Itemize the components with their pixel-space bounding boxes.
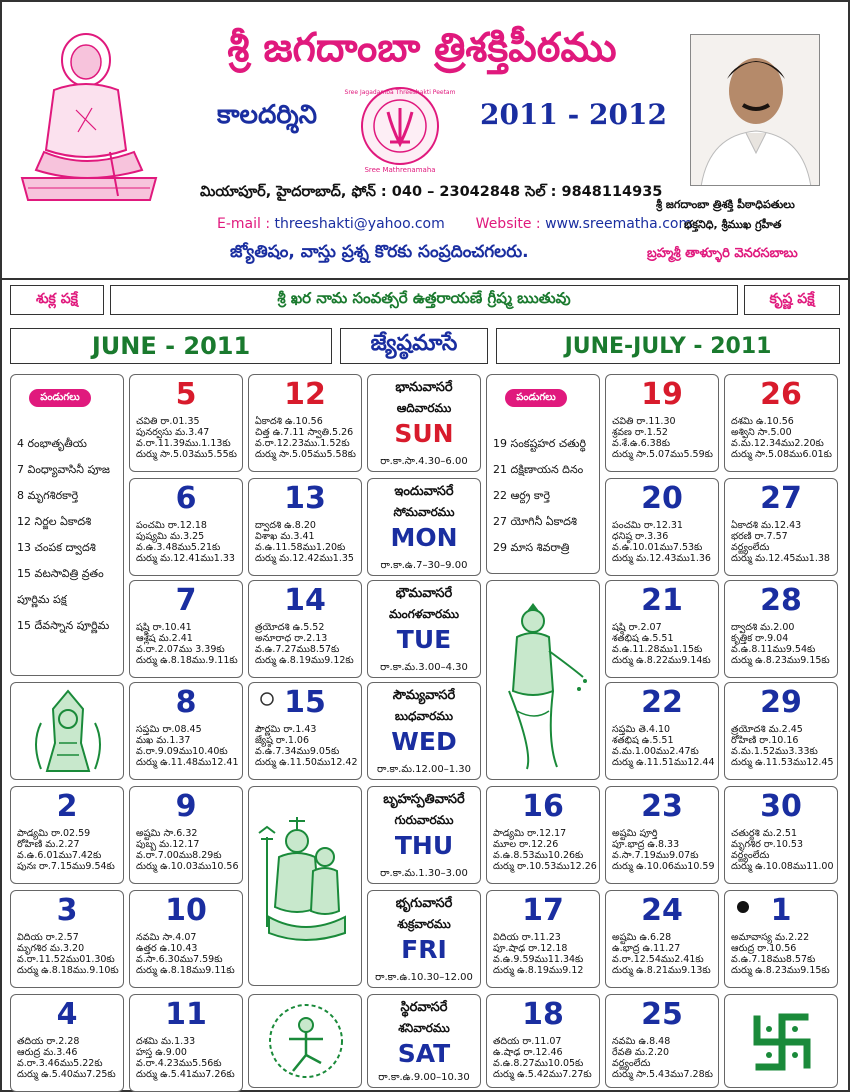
- website-url[interactable]: www.sreematha.com: [545, 216, 693, 232]
- date-number: 21: [641, 583, 683, 618]
- day-friday: [367, 890, 481, 988]
- header: [2, 2, 848, 280]
- rahukalam: రా.కా.ఉ.9.00–10.30: [378, 1072, 470, 1083]
- festival-item: 19 సంకష్టహర చతుర్థి: [493, 437, 587, 450]
- durmuhurtham-line: దుర్ము ఉ.11.51ము12.44: [612, 757, 715, 768]
- varjyam-line: వ.ఉ.7.18ము8.57కు: [731, 954, 816, 965]
- tithi-line: త్రయోదశి మ.2.45: [731, 724, 803, 735]
- date-number: 22: [641, 685, 683, 720]
- festival-heading: పండుగలు: [29, 389, 91, 407]
- durmuhurtham-line: దుర్ము ఉ.10.06ము10.59: [612, 861, 715, 872]
- varjyam-line: వర్జ్యంలేదు: [731, 850, 770, 861]
- nataraja-illustration: [248, 994, 362, 1088]
- durmuhurtham-line: దుర్ము ఉ.10.03ము10.56: [136, 861, 239, 872]
- durmuhurtham-line: దుర్ము ఉ.8.22ము9.14కు: [612, 655, 711, 666]
- durmuhurtham-line: దుర్ము ఉ.10.08ము11.00: [731, 861, 834, 872]
- tithi-line: అమావాస్య మ.2.22: [731, 932, 810, 943]
- day-english: FRI: [401, 935, 447, 964]
- durmuhurtham-line: దుర్ము ఉ.8.23ము9.15కు: [731, 655, 830, 666]
- date-cell-29[interactable]: [724, 682, 838, 780]
- durmuhurtham-line: దుర్ము రా.10.53ము12.26: [493, 861, 597, 872]
- tithi-line: షష్ఠి రా.10.41: [136, 622, 192, 633]
- nakshatra-line: మఖ మ.1.37: [136, 735, 191, 746]
- tithi-line: సప్తమి తె.4.10: [612, 724, 671, 735]
- email-address[interactable]: threeshakti@yahoo.com: [274, 216, 445, 232]
- date-number: 11: [165, 997, 207, 1032]
- nakshatra-line: పునర్వసు మ.3.47: [136, 427, 210, 438]
- nakshatra-line: శతభిష ఉ.5.51: [612, 633, 674, 644]
- varjyam-line: వ.ఉ.8.53ము10.26కు: [493, 850, 584, 861]
- day-sanskrit: బృహస్పతివాసరే: [383, 792, 465, 807]
- date-number: 6: [175, 481, 197, 516]
- day-wednesday: [367, 682, 481, 780]
- logo-ring-text: Sree Jagadamba Threeshakti Peetam: [344, 89, 456, 96]
- varjyam-line: వ.రా.3.46ము5.22కు: [17, 1058, 103, 1069]
- tithi-line: పౌర్ణమి రా.1.43: [255, 724, 317, 735]
- founder-name: బ్రహ్మశ్రీ తాళ్ళూరి వెనరసబాబు: [647, 246, 798, 261]
- date-number: 26: [760, 377, 802, 412]
- tithi-line: దశమి మ.1.33: [136, 1036, 196, 1047]
- day-monday: [367, 478, 481, 576]
- date-number: 17: [522, 893, 564, 928]
- day-telugu: ఆదివారము: [396, 401, 452, 415]
- tithi-line: ద్వాదశి మ.2.00: [731, 622, 795, 633]
- tithi-line: త్రయోదశి ఉ.5.52: [255, 622, 325, 633]
- festival-item: 4 రంభాతృతీయ: [17, 437, 87, 450]
- day-english: TUE: [396, 625, 452, 654]
- tithi-line: పంచమి రా.12.18: [136, 520, 207, 531]
- date-number: 7: [175, 583, 197, 618]
- nakshatra-line: పూ.భాద్ర ఉ.8.33: [612, 839, 680, 850]
- durmuhurtham-line: దుర్ము సా.5.08ము6.01కు: [731, 449, 832, 460]
- date-cell-15[interactable]: [248, 682, 362, 780]
- date-cell-2[interactable]: [10, 786, 124, 884]
- date-number: 9: [175, 789, 197, 824]
- date-number: 27: [760, 481, 802, 516]
- address-line: మియాపూర్, హైదరాబాద్, ఫోన్ : 040 – 23042848 సెల్ : 9848114935: [200, 184, 663, 200]
- varjyam-line: వ.రా.4.23ము5.56కు: [136, 1058, 222, 1069]
- date-number: 8: [175, 685, 197, 720]
- day-english: WED: [391, 727, 457, 756]
- nakshatra-line: మూల రా.12.26: [493, 839, 559, 850]
- varjyam-line: వ.ఉ.9.59ము11.34కు: [493, 954, 584, 965]
- durmuhurtham-line: దుర్ము ఉ.8.18ము.9.11కు: [136, 655, 238, 666]
- rahukalam: రా.కా.ఉ.7–30–9.00: [380, 560, 468, 571]
- day-telugu: శుక్రవారము: [397, 917, 451, 931]
- shiva-parvati-illustration: [248, 786, 362, 986]
- saint-illustration: [14, 20, 164, 210]
- rahukalam: రా.కా.మ.12.00–1.30: [376, 764, 472, 775]
- date-number: 3: [56, 893, 78, 928]
- nakshatra-line: శతభిష ఉ.5.51: [612, 735, 674, 746]
- day-sanskrit: భౌమవాసరే: [395, 586, 453, 601]
- date-number: 24: [641, 893, 683, 928]
- day-sanskrit: స్థిరవాసరే: [400, 1000, 448, 1015]
- date-cell-11[interactable]: [129, 994, 243, 1092]
- durmuhurtham-line: దుర్ము మ.12.41ము1.33: [136, 553, 235, 564]
- date-number: 4: [56, 997, 78, 1032]
- durmuhurtham-line: దుర్ము ఉ.8.23ము9.15కు: [731, 965, 830, 976]
- festival-item: 22 ఆర్ద్ర కార్తె: [493, 489, 550, 502]
- date-number: 23: [641, 789, 683, 824]
- date-number: 5: [175, 377, 197, 412]
- tithi-line: షష్ఠి రా.2.07: [612, 622, 662, 633]
- tithi-line: పంచమి రా.12.31: [612, 520, 683, 531]
- nakshatra-line: మృగశిర మ.3.20: [17, 943, 85, 954]
- durmuhurtham-line: దుర్ము ఉ.5.40ము7.25కు: [17, 1069, 116, 1080]
- tithi-line: ఏకాదశి ఉ.10.56: [255, 416, 323, 427]
- durmuhurtham-line: దుర్ము సా.5.07ము5.59కు: [612, 449, 713, 460]
- varjyam-line: వ.శే.ఉ.6.38కు: [612, 438, 671, 449]
- tithi-line: నవమి ఉ.8.48: [612, 1036, 671, 1047]
- nakshatra-line: చిత్త ఉ.7.11 స్వాతి.5.26: [255, 427, 354, 438]
- day-telugu: మంగళవారము: [388, 607, 460, 621]
- festival-item: 15 వటసావిత్రి వ్రతం: [17, 567, 104, 580]
- date-number: 19: [641, 377, 683, 412]
- date-cell-6[interactable]: [129, 478, 243, 576]
- date-cell-19[interactable]: [605, 374, 719, 472]
- balaji-illustration: [10, 682, 124, 780]
- nakshatra-line: పుబ్బ మ.12.17: [136, 839, 200, 850]
- varjyam-line: వ.రా.9.09ము10.40కు: [136, 746, 228, 757]
- date-cell-8[interactable]: [129, 682, 243, 780]
- day-telugu: సోమవారము: [393, 505, 455, 519]
- varjyam-line: వ.మ.12.34ము2.20కు: [731, 438, 824, 449]
- day-english: SUN: [394, 419, 454, 448]
- day-sunday: [367, 374, 481, 472]
- date-cell-9[interactable]: [129, 786, 243, 884]
- logo-sub-text: Sree Mathrenamaha: [364, 166, 436, 174]
- day-tuesday: [367, 580, 481, 678]
- nakshatra-line: ఆరుద్ర మ.3.46: [17, 1047, 78, 1058]
- varjyam-line: వర్జ్యంలేదు: [731, 542, 770, 553]
- date-number: 2: [56, 789, 78, 824]
- day-telugu: గురువారము: [394, 813, 454, 827]
- nakshatra-line: కృత్తిక రా.9.04: [731, 633, 789, 644]
- tithi-line: చవితి రా.11.30: [612, 416, 676, 427]
- year-range: 2011 - 2012: [480, 98, 667, 131]
- durmuhurtham-line: దుర్ము సా.5.43ము7.28కు: [612, 1069, 713, 1080]
- contact-line: [217, 216, 692, 232]
- varjyam-line: వ.ఉ.10.01ము7.53కు: [612, 542, 703, 553]
- services-line: జ్యోతిషం, వాస్తు ప్రశ్న కొరకు సంప్రదించగలరు.: [230, 242, 529, 262]
- durmuhurtham-line: దుర్ము ఉ.8.21ము9.13కు: [612, 965, 711, 976]
- date-cell-30[interactable]: [724, 786, 838, 884]
- tithi-line: చతుర్దశి మ.2.51: [731, 828, 797, 839]
- varjyam-line: వ.ఉ.11.58ము1.20కు: [255, 542, 346, 553]
- tithi-line: దశమి ఉ.10.56: [731, 416, 794, 427]
- nakshatra-line: హస్త ఉ.9.00: [136, 1047, 187, 1058]
- peetam-logo: [340, 82, 460, 174]
- varjyam-line: వ.ఉ.8.27ము10.05కు: [493, 1058, 584, 1069]
- nakshatra-line: ఉ.షాఢ రా.12.46: [493, 1047, 563, 1058]
- durmuhurtham-line: దుర్ము ఉ.8.18ము9.11కు: [136, 965, 235, 976]
- tithi-line: అష్టమి పూర్తి: [612, 828, 658, 839]
- date-number: 25: [641, 997, 683, 1032]
- varjyam-line: వ.రా.11.39ము.1.13కు: [136, 438, 231, 449]
- date-number: 1: [770, 893, 792, 928]
- durmuhurtham-line: పునః రా.7.15ము9.54కు: [17, 861, 115, 872]
- rahukalam: రా.కా.ఉ.10.30–12.00: [375, 972, 473, 983]
- nakshatra-line: విశాఖ మ.3.41: [255, 531, 315, 542]
- varjyam-line: వ.మ.1.52ము3.33కు: [731, 746, 818, 757]
- date-cell-25[interactable]: [605, 994, 719, 1088]
- festival-item: 29 మాస శివరాత్రి: [493, 541, 570, 554]
- date-cell-13[interactable]: [248, 478, 362, 576]
- date-cell-17[interactable]: [486, 890, 600, 988]
- durmuhurtham-line: దుర్ము ఉ.11.48ము12.41: [136, 757, 239, 768]
- date-number: 15: [284, 685, 326, 720]
- nakshatra-line: ధనిష్ఠ రా.3.36: [612, 531, 669, 542]
- varjyam-line: వ.రా.11.52ము01.30కు: [17, 954, 115, 965]
- tithi-line: విదియ రా.2.57: [17, 932, 79, 943]
- durmuhurtham-line: దుర్ము సా.5.03ము5.55కు: [136, 449, 237, 460]
- festival-item: 13 చంపక ద్వాదశి: [17, 541, 96, 554]
- varjyam-line: వ.ఉ.8.11ము9.54కు: [731, 644, 816, 655]
- tithi-line: ఏకాదశి మ.12.43: [731, 520, 802, 531]
- nakshatra-line: ఉ.భాద్ర ఉ.11.27: [612, 943, 681, 954]
- date-cell-14[interactable]: [248, 580, 362, 678]
- durmuhurtham-line: దుర్ము మ.12.42ము1.35: [255, 553, 354, 564]
- photo-caption-title: శ్రీ జగదాంబా త్రిశక్తి పీఠాధిపతులు: [656, 198, 795, 211]
- date-cell-24[interactable]: [605, 890, 719, 988]
- date-number: 18: [522, 997, 564, 1032]
- year-info-banner: శ్రీ ఖర నామ సంవత్సరే ఉత్తరాయణే గ్రీష్మ ఋతువు: [110, 285, 738, 315]
- tithi-line: అష్టమి ఉ.6.28: [612, 932, 672, 943]
- date-cell-18[interactable]: [486, 994, 600, 1088]
- festival-item: 7 వింధ్యావాసినీ పూజ: [17, 463, 110, 476]
- varjyam-line: వ.రా.2.07ము 3.39కు: [136, 644, 225, 655]
- date-number: 20: [641, 481, 683, 516]
- durmuhurtham-line: దుర్ము ఉ.8.19ము9.12: [493, 965, 584, 976]
- date-cell-12[interactable]: [248, 374, 362, 472]
- durmuhurtham-line: దుర్ము ఉ.11.50ము12.42: [255, 757, 358, 768]
- rahukalam: రా.కా.మ.3.00–4.30: [380, 662, 468, 673]
- durmuhurtham-line: దుర్ము ఉ.8.18ము.9.10కు: [17, 965, 119, 976]
- durmuhurtham-line: దుర్ము మ.12.45ము1.38: [731, 553, 830, 564]
- day-sanskrit: భృగువాసరే: [395, 896, 453, 911]
- devi-illustration: [486, 580, 600, 780]
- nakshatra-line: రేవతి మ.2.20: [612, 1047, 670, 1058]
- varjyam-line: వర్జ్యంలేదు: [612, 1058, 651, 1069]
- date-cell-10[interactable]: [129, 890, 243, 988]
- tithi-line: పాడ్యమి రా.12.17: [493, 828, 567, 839]
- date-cell-16[interactable]: [486, 786, 600, 884]
- date-cell-20[interactable]: [605, 478, 719, 576]
- festival-list-june: [10, 374, 124, 676]
- nakshatra-line: రోహిణి మ.2.27: [17, 839, 80, 850]
- festival-item: పూర్ణిమ పక్ష: [17, 593, 67, 606]
- durmuhurtham-line: దుర్ము ఉ.11.53ము12.45: [731, 757, 834, 768]
- tithi-line: అష్టమి సా.6.32: [136, 828, 198, 839]
- day-english: THU: [394, 831, 454, 860]
- date-number: 10: [165, 893, 207, 928]
- festival-item: 15 దేవస్నాన పూర్ణిమ: [17, 619, 110, 632]
- date-cell-26[interactable]: [724, 374, 838, 472]
- varjyam-line: వ.ఉ.7.34ము9.05కు: [255, 746, 340, 757]
- nakshatra-line: మృగశిర రా.10.53: [731, 839, 804, 850]
- tithi-line: సప్తమి రా.08.45: [136, 724, 202, 735]
- festival-item: 21 దక్షిణాయన దినం: [493, 463, 584, 476]
- date-cell-5[interactable]: [129, 374, 243, 472]
- date-cell-1[interactable]: [724, 890, 838, 988]
- festival-list-june-july: [486, 374, 600, 574]
- durmuhurtham-line: దుర్ము ఉ.8.19ము9.12కు: [255, 655, 354, 666]
- nakshatra-line: అశ్విని సా.5.00: [731, 427, 792, 438]
- date-cell-28[interactable]: [724, 580, 838, 678]
- durmuhurtham-line: దుర్ము మ.12.43ము1.36: [612, 553, 711, 564]
- date-number: 29: [760, 685, 802, 720]
- varjyam-line: వ.ఉ.6.01ము7.42కు: [17, 850, 102, 861]
- day-sanskrit: సౌమ్యవాసరే: [392, 688, 456, 703]
- founder-photo: [690, 34, 820, 186]
- day-sanskrit: ఇందువాసరే: [394, 484, 454, 499]
- day-english: MON: [390, 523, 458, 552]
- photo-caption-honor: భక్తనిధి, శ్రీముఖ గ్రహీత: [684, 218, 782, 231]
- nakshatra-line: శ్రవణ రా.1.52: [612, 427, 668, 438]
- krishna-paksha-label: కృష్ణ పక్షే: [744, 285, 840, 315]
- festival-item: 12 నిర్జల ఏకాదశి: [17, 515, 92, 528]
- date-cell-3[interactable]: [10, 890, 124, 988]
- varjyam-line: వ.ఉ.7.27ము8.57కు: [255, 644, 340, 655]
- nakshatra-line: రోహిణి రా.10.16: [731, 735, 799, 746]
- varjyam-line: వ.ఉ.11.28ము1.15కు: [612, 644, 703, 655]
- tithi-line: తదియ రా.2.28: [17, 1036, 80, 1047]
- tithi-line: చవితి రా.01.35: [136, 416, 200, 427]
- varjyam-line: వ.సా.6.30ము7.59కు: [136, 954, 223, 965]
- tithi-line: తదియ రా.11.07: [493, 1036, 562, 1047]
- nakshatra-line: పుష్యమి మ.3.25: [136, 531, 205, 542]
- tithi-line: పాడ్యమి రా.02.59: [17, 828, 91, 839]
- durmuhurtham-line: దుర్ము ఉ.5.41ము7.26కు: [136, 1069, 235, 1080]
- varjyam-line: వ.ఉ.3.48ము5.21కు: [136, 542, 221, 553]
- festival-item: 27 యోగినీ ఏకాదశి: [493, 515, 577, 528]
- main-title: శ్రీ జగదాంబా త్రిశక్తిపీఠము: [227, 24, 617, 71]
- email-label: E-mail :: [217, 216, 271, 232]
- shukla-paksha-label: శుక్ల పక్షే: [10, 285, 104, 315]
- nakshatra-line: ఆరుద్ర రా.10.56: [731, 943, 797, 954]
- day-telugu: బుధవారము: [394, 709, 454, 723]
- date-cell-21[interactable]: [605, 580, 719, 678]
- varjyam-line: వ.మ.1.00ము2.47కు: [612, 746, 699, 757]
- date-number: 16: [522, 789, 564, 824]
- nakshatra-line: భరణి రా.7.57: [731, 531, 788, 542]
- date-number: 13: [284, 481, 326, 516]
- varjyam-line: వ.రా.12.23ము.1.52కు: [255, 438, 350, 449]
- date-cell-7[interactable]: [129, 580, 243, 678]
- festival-heading: పండుగలు: [505, 389, 567, 407]
- durmuhurtham-line: దుర్ము సా.5.05ము5.58కు: [255, 449, 356, 460]
- rahukalam: రా.కా.సా.4.30–6.00: [380, 456, 468, 467]
- festival-item: 8 మృగశిరకార్తె: [17, 489, 79, 502]
- nakshatra-line: జ్యేష్ఠ రా.1.06: [255, 735, 310, 746]
- durmuhurtham-line: దుర్ము ఉ.5.42ము7.27కు: [493, 1069, 592, 1080]
- day-thursday: [367, 786, 481, 884]
- varjyam-line: వ.రా.12.54ము2.41కు: [612, 954, 704, 965]
- day-telugu: శనివారము: [398, 1021, 450, 1035]
- nakshatra-line: ఆశ్లేష మ.2.41: [136, 633, 193, 644]
- website-label: Website :: [475, 216, 541, 232]
- day-english: SAT: [397, 1039, 451, 1068]
- date-cell-27[interactable]: [724, 478, 838, 576]
- tithi-line: నవమి సా.4.07: [136, 932, 197, 943]
- date-cell-23[interactable]: [605, 786, 719, 884]
- varjyam-line: వ.సా.7.19ము9.07కు: [612, 850, 699, 861]
- telugu-month-heading: జ్యేష్ఠమాసే: [340, 328, 488, 364]
- date-number: 12: [284, 377, 326, 412]
- day-sanskrit: భానువాసరే: [395, 380, 453, 395]
- month-left-heading: JUNE - 2011: [10, 328, 332, 364]
- varjyam-line: వ.రా.7.00ము8.29కు: [136, 850, 222, 861]
- nakshatra-line: అనూరాధ రా.2.13: [255, 633, 328, 644]
- calendar-label: కాలదర్శిని: [217, 100, 317, 130]
- tithi-line: విదియ రా.11.23: [493, 932, 561, 943]
- day-saturday: [367, 994, 481, 1088]
- rahukalam: రా.కా.మ.1.30–3.00: [380, 868, 468, 879]
- tithi-line: ద్వాదశి ఉ.8.20: [255, 520, 316, 531]
- date-cell-4[interactable]: [10, 994, 124, 1092]
- date-number: 30: [760, 789, 802, 824]
- month-right-heading: JUNE-JULY - 2011: [496, 328, 840, 364]
- nakshatra-line: ఉత్తర ఉ.10.43: [136, 943, 198, 954]
- nakshatra-line: పూ.షాఢ రా.12.18: [493, 943, 568, 954]
- date-number: 28: [760, 583, 802, 618]
- swastika-icon: [724, 994, 838, 1088]
- date-number: 14: [284, 583, 326, 618]
- date-cell-22[interactable]: [605, 682, 719, 780]
